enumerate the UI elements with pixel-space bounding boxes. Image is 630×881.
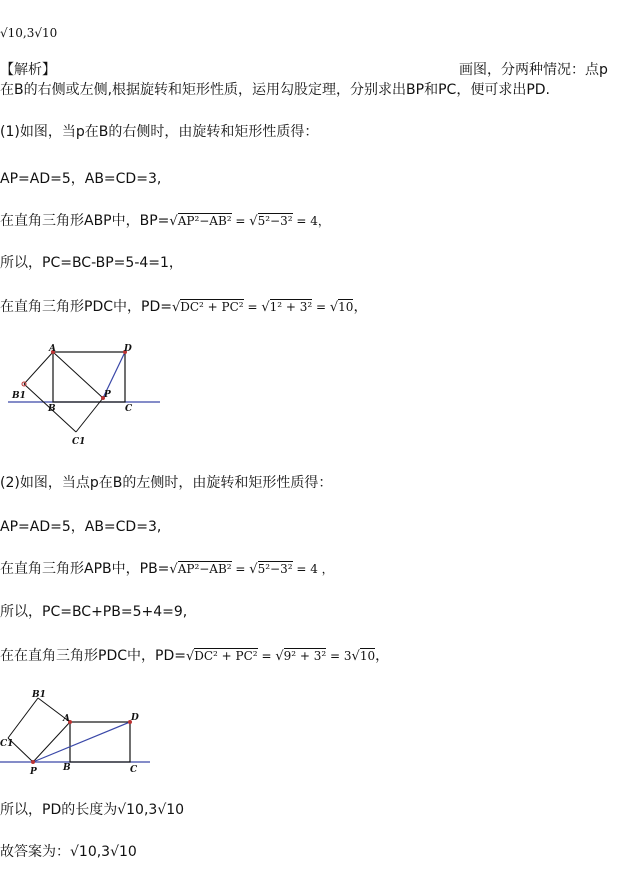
- geometry-figure-1: [8, 340, 168, 448]
- sqrt-expr: √ 5²−3²: [249, 560, 292, 579]
- sqrt-expr: √ 5²−3²: [249, 212, 292, 231]
- case2-eq2-prefix: 在直角三角形APB中，PB=: [0, 561, 170, 577]
- sqrt-expr: √ AP²−AB²: [169, 560, 231, 579]
- label-P: P: [30, 767, 37, 777]
- analysis-label: 【解析】: [0, 62, 56, 78]
- label-C: C: [125, 404, 133, 414]
- sqrt-expr: √ AP²−AB²: [169, 212, 231, 231]
- label-B: B: [48, 404, 56, 414]
- case1-eq2-prefix: 在直角三角形ABP中，BP=: [0, 213, 170, 229]
- conclusion: 所以，PD的长度为√10,3√10: [0, 802, 185, 818]
- sqrt-expr: √ 10: [330, 298, 354, 317]
- case1-eq1: AP=AD=5，AB=CD=3,: [0, 171, 162, 187]
- label-A: A: [63, 714, 70, 724]
- label-D: D: [131, 713, 139, 723]
- label-A: A: [49, 344, 56, 354]
- sqrt-expr: √ DC² + PC²: [186, 647, 258, 666]
- case1-eq2: 在直角三角形ABP中，BP=√ AP²−AB² = √ 5²−3² = 4，: [0, 212, 330, 231]
- label-B1: B1: [32, 690, 46, 700]
- case1-eq3: 所以，PC=BC-BP=5-4=1，: [0, 255, 183, 271]
- case2-eq4-prefix: 在在直角三角形PDC中，PD=: [0, 648, 186, 664]
- case2-eq4: 在在直角三角形PDC中，PD=√ DC² + PC² = √ 9² + 3² = 3√ 10，: [0, 647, 389, 666]
- case1-eq4-prefix: 在直角三角形PDC中，PD=: [0, 299, 172, 315]
- sqrt-expr: √ 1² + 3²: [261, 298, 312, 317]
- case2-heading: (2)如图，当点p在B的左侧时，由旋转和矩形性质得：: [0, 475, 333, 491]
- case1-eq4: 在直角三角形PDC中，PD=√ DC² + PC² = √ 1² + 3² = √ 10，: [0, 298, 367, 317]
- sqrt-expr: √ DC² + PC²: [172, 298, 244, 317]
- label-P: P: [104, 390, 111, 400]
- analysis-right-text: 画图，分两种情况：点p: [459, 62, 608, 78]
- sqrt-expr: √ 9² + 3²: [275, 647, 326, 666]
- label-C1: C1: [0, 739, 14, 749]
- analysis-summary: 在B的右侧或左侧,根据旋转和矩形性质，运用勾股定理，分别求出BP和PC，便可求出PD.: [0, 82, 550, 98]
- label-C1: C1: [72, 437, 86, 447]
- case2-eq3: 所以，PC=BC+PB=5+4=9,: [0, 604, 188, 620]
- final-answer: 故答案为：√10,3√10: [0, 844, 137, 860]
- label-D: D: [124, 344, 132, 354]
- sqrt-expr: √ 10: [352, 647, 376, 666]
- case2-eq2: 在直角三角形APB中，PB=√ AP²−AB² = √ 5²−3² = 4 ，: [0, 560, 334, 579]
- label-B1: B1: [12, 391, 26, 401]
- label-C: C: [130, 765, 138, 775]
- top-answer: √10,3√10: [0, 26, 58, 40]
- geometry-figure-2: [0, 688, 160, 778]
- label-B: B: [63, 763, 71, 773]
- case1-heading: (1)如图，当p在B的右侧时，由旋转和矩形性质得：: [0, 124, 319, 140]
- case2-eq1: AP=AD=5，AB=CD=3,: [0, 519, 162, 535]
